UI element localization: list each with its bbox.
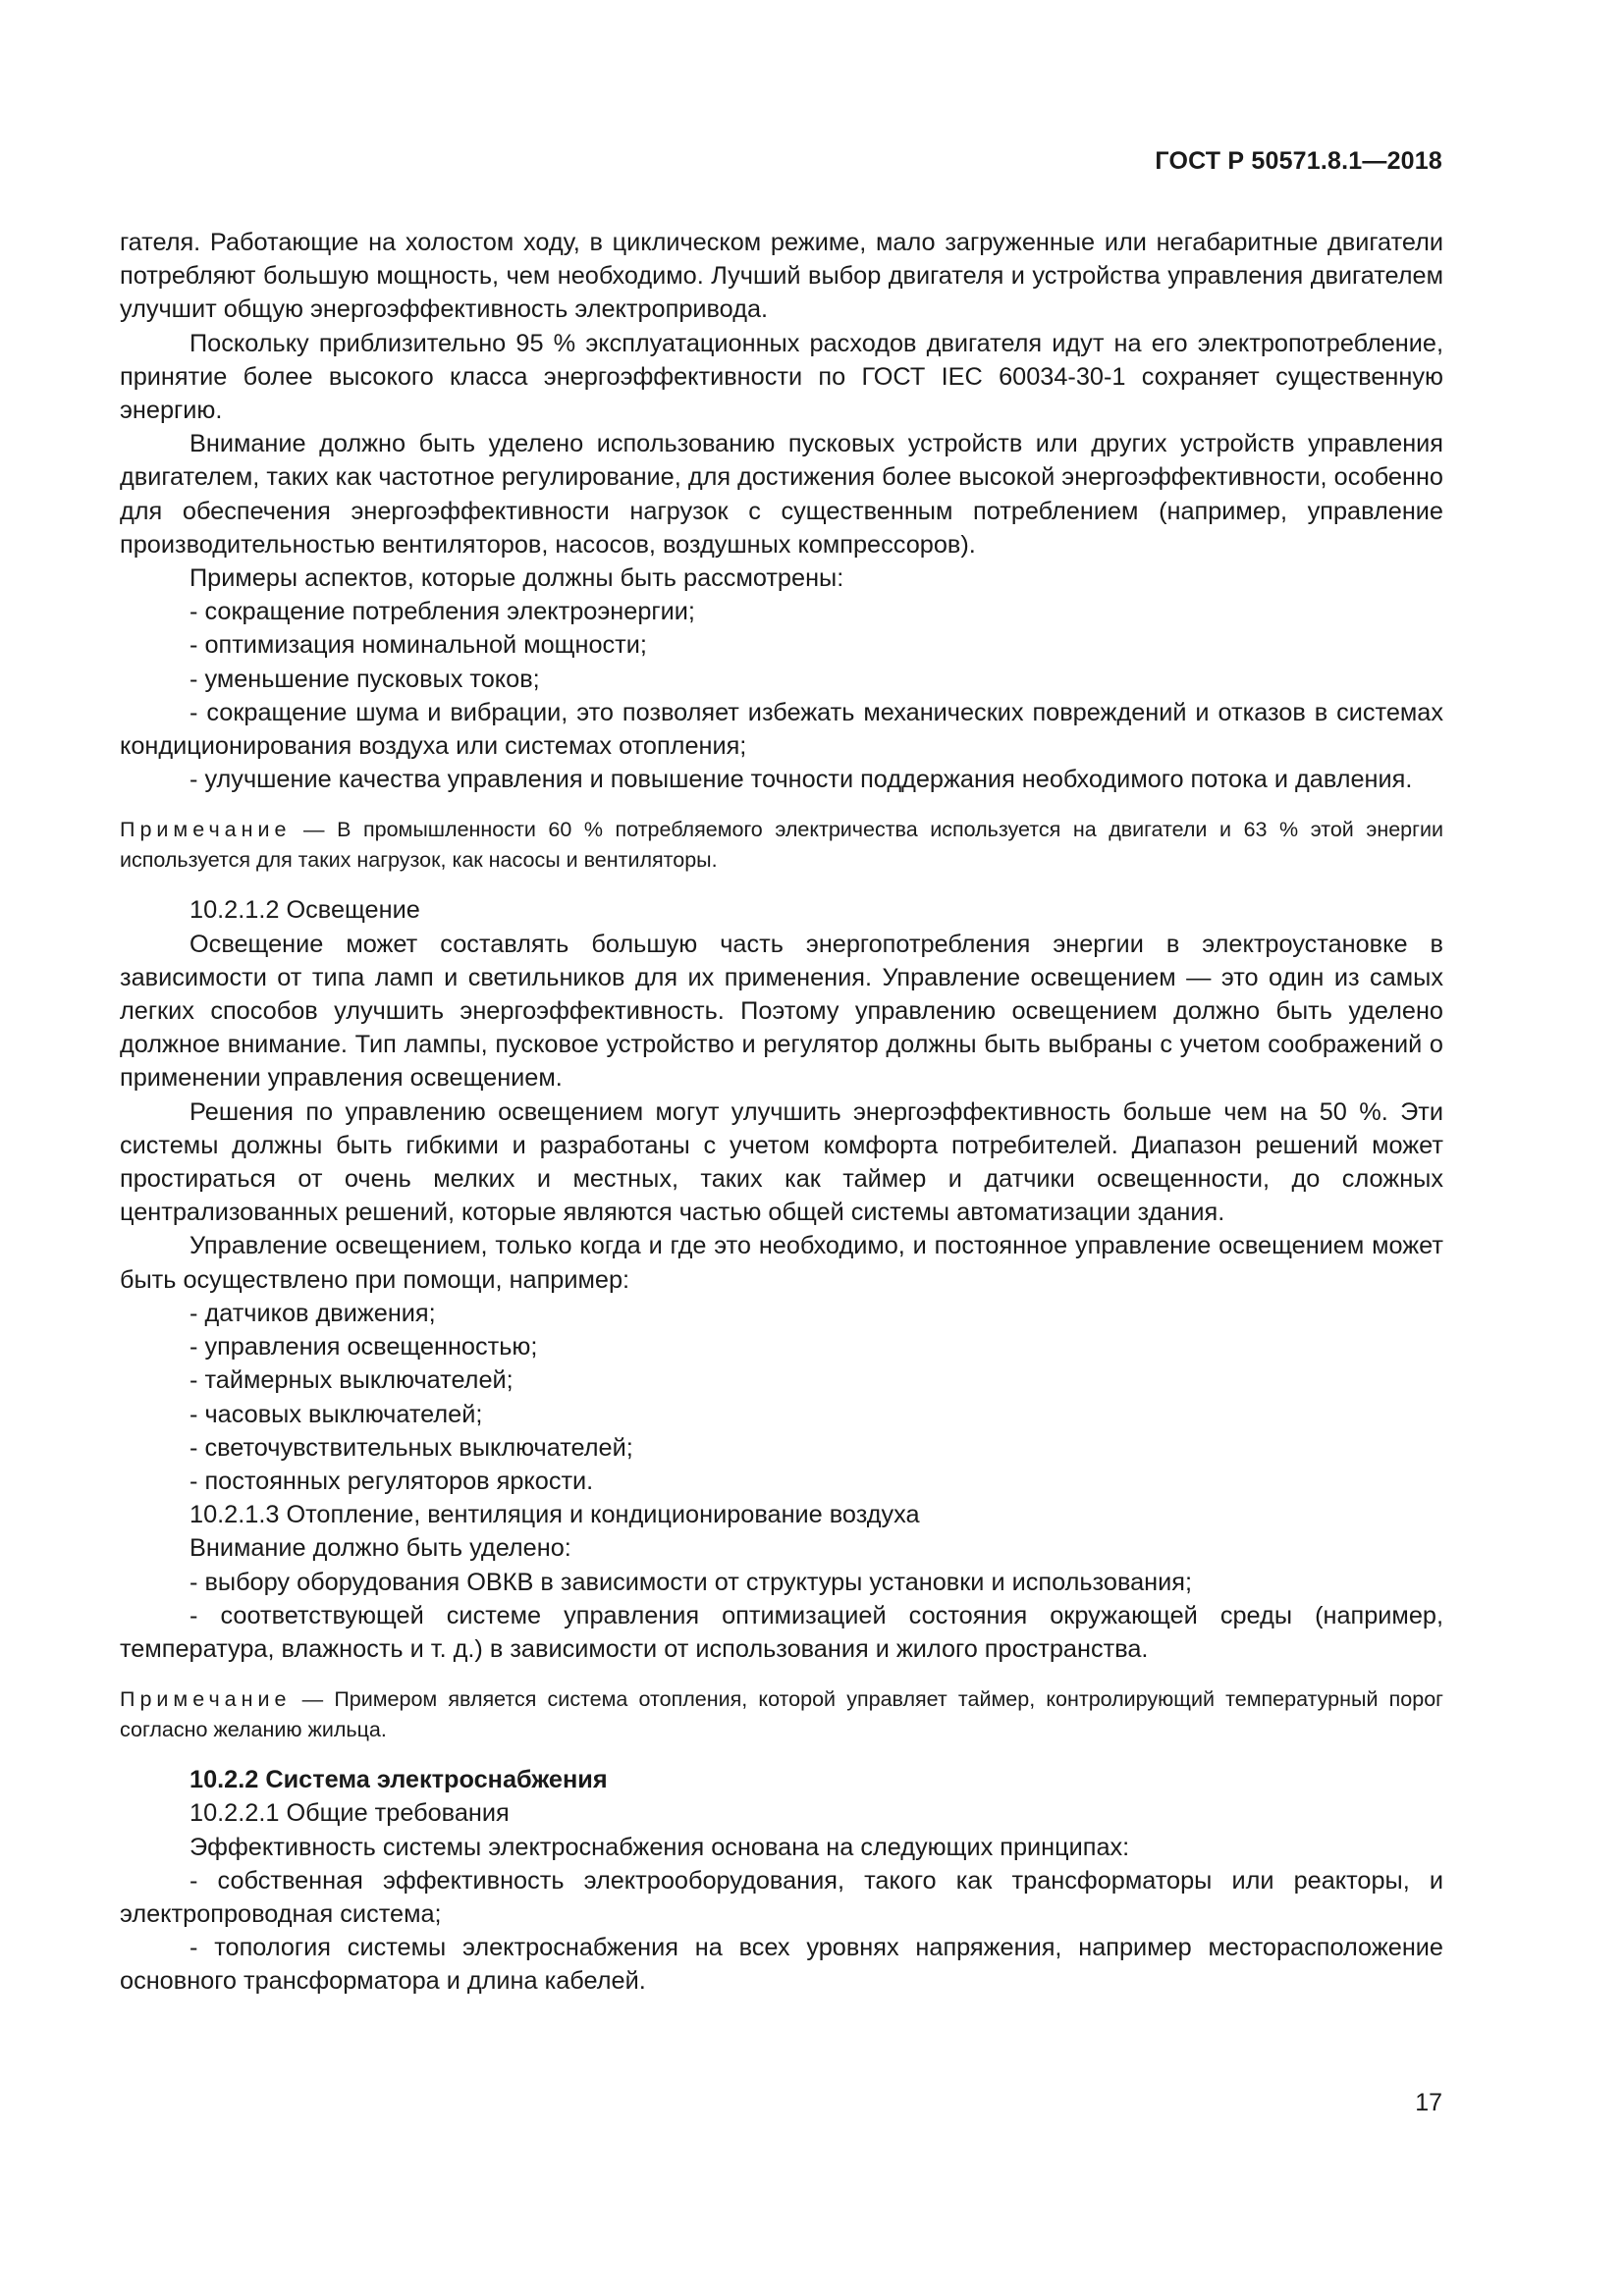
note-label: Примечание [120,818,292,842]
paragraph: Внимание должно быть уделено: [189,1534,571,1563]
paragraph: Внимание должно быть уделено использованию пусковых устройств или других устройств управления двигателем, таких как частотное регулирование, для достижения более высокой энергоэффективности, особенно для обеспечения энергоэффективности нагрузок с существенным потреблением (например, управление производительностью вентиляторов, насосов, воздушных компрессоров). [120,430,1443,559]
list-item: - сокращение потребления электроэнергии; [189,598,695,626]
paragraph: Примеры аспектов, которые должны быть рассмотрены: [189,564,844,593]
list-item: - постоянных регуляторов яркости. [189,1467,594,1495]
document-header: ГОСТ Р 50571.8.1—2018 [1155,147,1442,175]
document-body [120,226,1443,1999]
list-item: - уменьшение пусковых токов; [189,665,540,693]
note-text: — Примером является система отопления, которой управляет таймер, контролирующий температурный порог согласно желанию жильца. [120,1687,1443,1742]
list-item: - светочувствительных выключателей; [189,1433,633,1462]
list-item: - выбору оборудования ОВКВ в зависимости от структуры установки и использования; [189,1568,1192,1596]
note [120,1684,1443,1745]
list-item: - сокращение шума и вибрации, это позволяет избежать механических повреждений и отказов в системах кондиционирования воздуха или системах отопления; [120,698,1443,761]
list-item: - оптимизация номинальной мощности; [189,631,647,660]
paragraph: Эффективность системы электроснабжения основана на следующих принципах: [189,1833,1130,1861]
paragraph: Решения по управлению освещением могут улучшить энергоэффективность больше чем на 50 %. Эти системы должны быть гибкими и разработаны с учетом комфорта потребителей. Диапазон решений может простираться от очень мелких и местных, таких как таймер и датчики освещенности, до сложных централизованных решений, которые являются частью общей системы автоматизации здания. [120,1097,1443,1227]
list-item: - улучшение качества управления и повышение точности поддержания необходимого потока и давления. [189,766,1413,794]
list-item: - соответствующей системе управления оптимизацией состояния окружающей среды (например, температура, влажность и т. д.) в зависимости от использования и жилого пространства. [120,1601,1443,1663]
list-item: - часовых выключателей; [189,1400,483,1428]
note-text: — В промышленности 60 % потребляемого электричества используется на двигатели и 63 % этой энергии используется для таких нагрузок, как насосы и вентиляторы. [120,818,1443,873]
section-heading: 10.2.1.2 Освещение [189,896,420,925]
note-label: Примечание [120,1687,292,1712]
list-item: - датчиков движения; [189,1299,436,1327]
paragraph: Поскольку приблизительно 95 % эксплуатационных расходов двигателя идут на его электропотребление, принятие более высокого класса энергоэффективности по ГОСТ IEC 60034-30-1 сохраняет существенную энергию. [120,329,1443,425]
section-heading: 10.2.1.3 Отопление, вентиляция и кондиционирование воздуха [189,1501,920,1529]
section-heading-bold: 10.2.2 Система электроснабжения [189,1766,608,1794]
note [120,815,1443,876]
paragraph: Управление освещением, только когда и где это необходимо, и постоянное управление освещением может быть осуществлено при помощи, например: [120,1232,1443,1294]
paragraph: Освещение может составлять большую часть энергопотребления энергии в электроустановке в зависимости от типа ламп и светильников для их применения. Управление освещением — это один из самых легких способов улучшить энергоэффективность. Поэтому управлению освещением должно быть уделено должное внимание. Тип лампы, пусковое устройство и регулятор должны быть выбраны с учетом соображений о применении управления освещением. [120,930,1443,1093]
list-item: - собственная эффективность электрооборудования, такого как трансформаторы или реакторы, и электропроводная система; [120,1866,1443,1928]
list-item: - топология системы электроснабжения на всех уровнях напряжения, например месторасположение основного трансформатора и длина кабелей. [120,1934,1443,1996]
section-heading: 10.2.2.1 Общие требования [189,1799,510,1828]
page-number: 17 [1415,2089,1442,2116]
list-item: - управления освещенностью; [189,1333,538,1362]
paragraph: гателя. Работающие на холостом ходу, в циклическом режиме, мало загруженные или негабаритные двигатели потребляют большую мощность, чем необходимо. Лучший выбор двигателя и устройства управления двигателем улучшит общую энергоэффективность электропривода. [120,229,1443,324]
list-item: - таймерных выключателей; [189,1366,514,1395]
